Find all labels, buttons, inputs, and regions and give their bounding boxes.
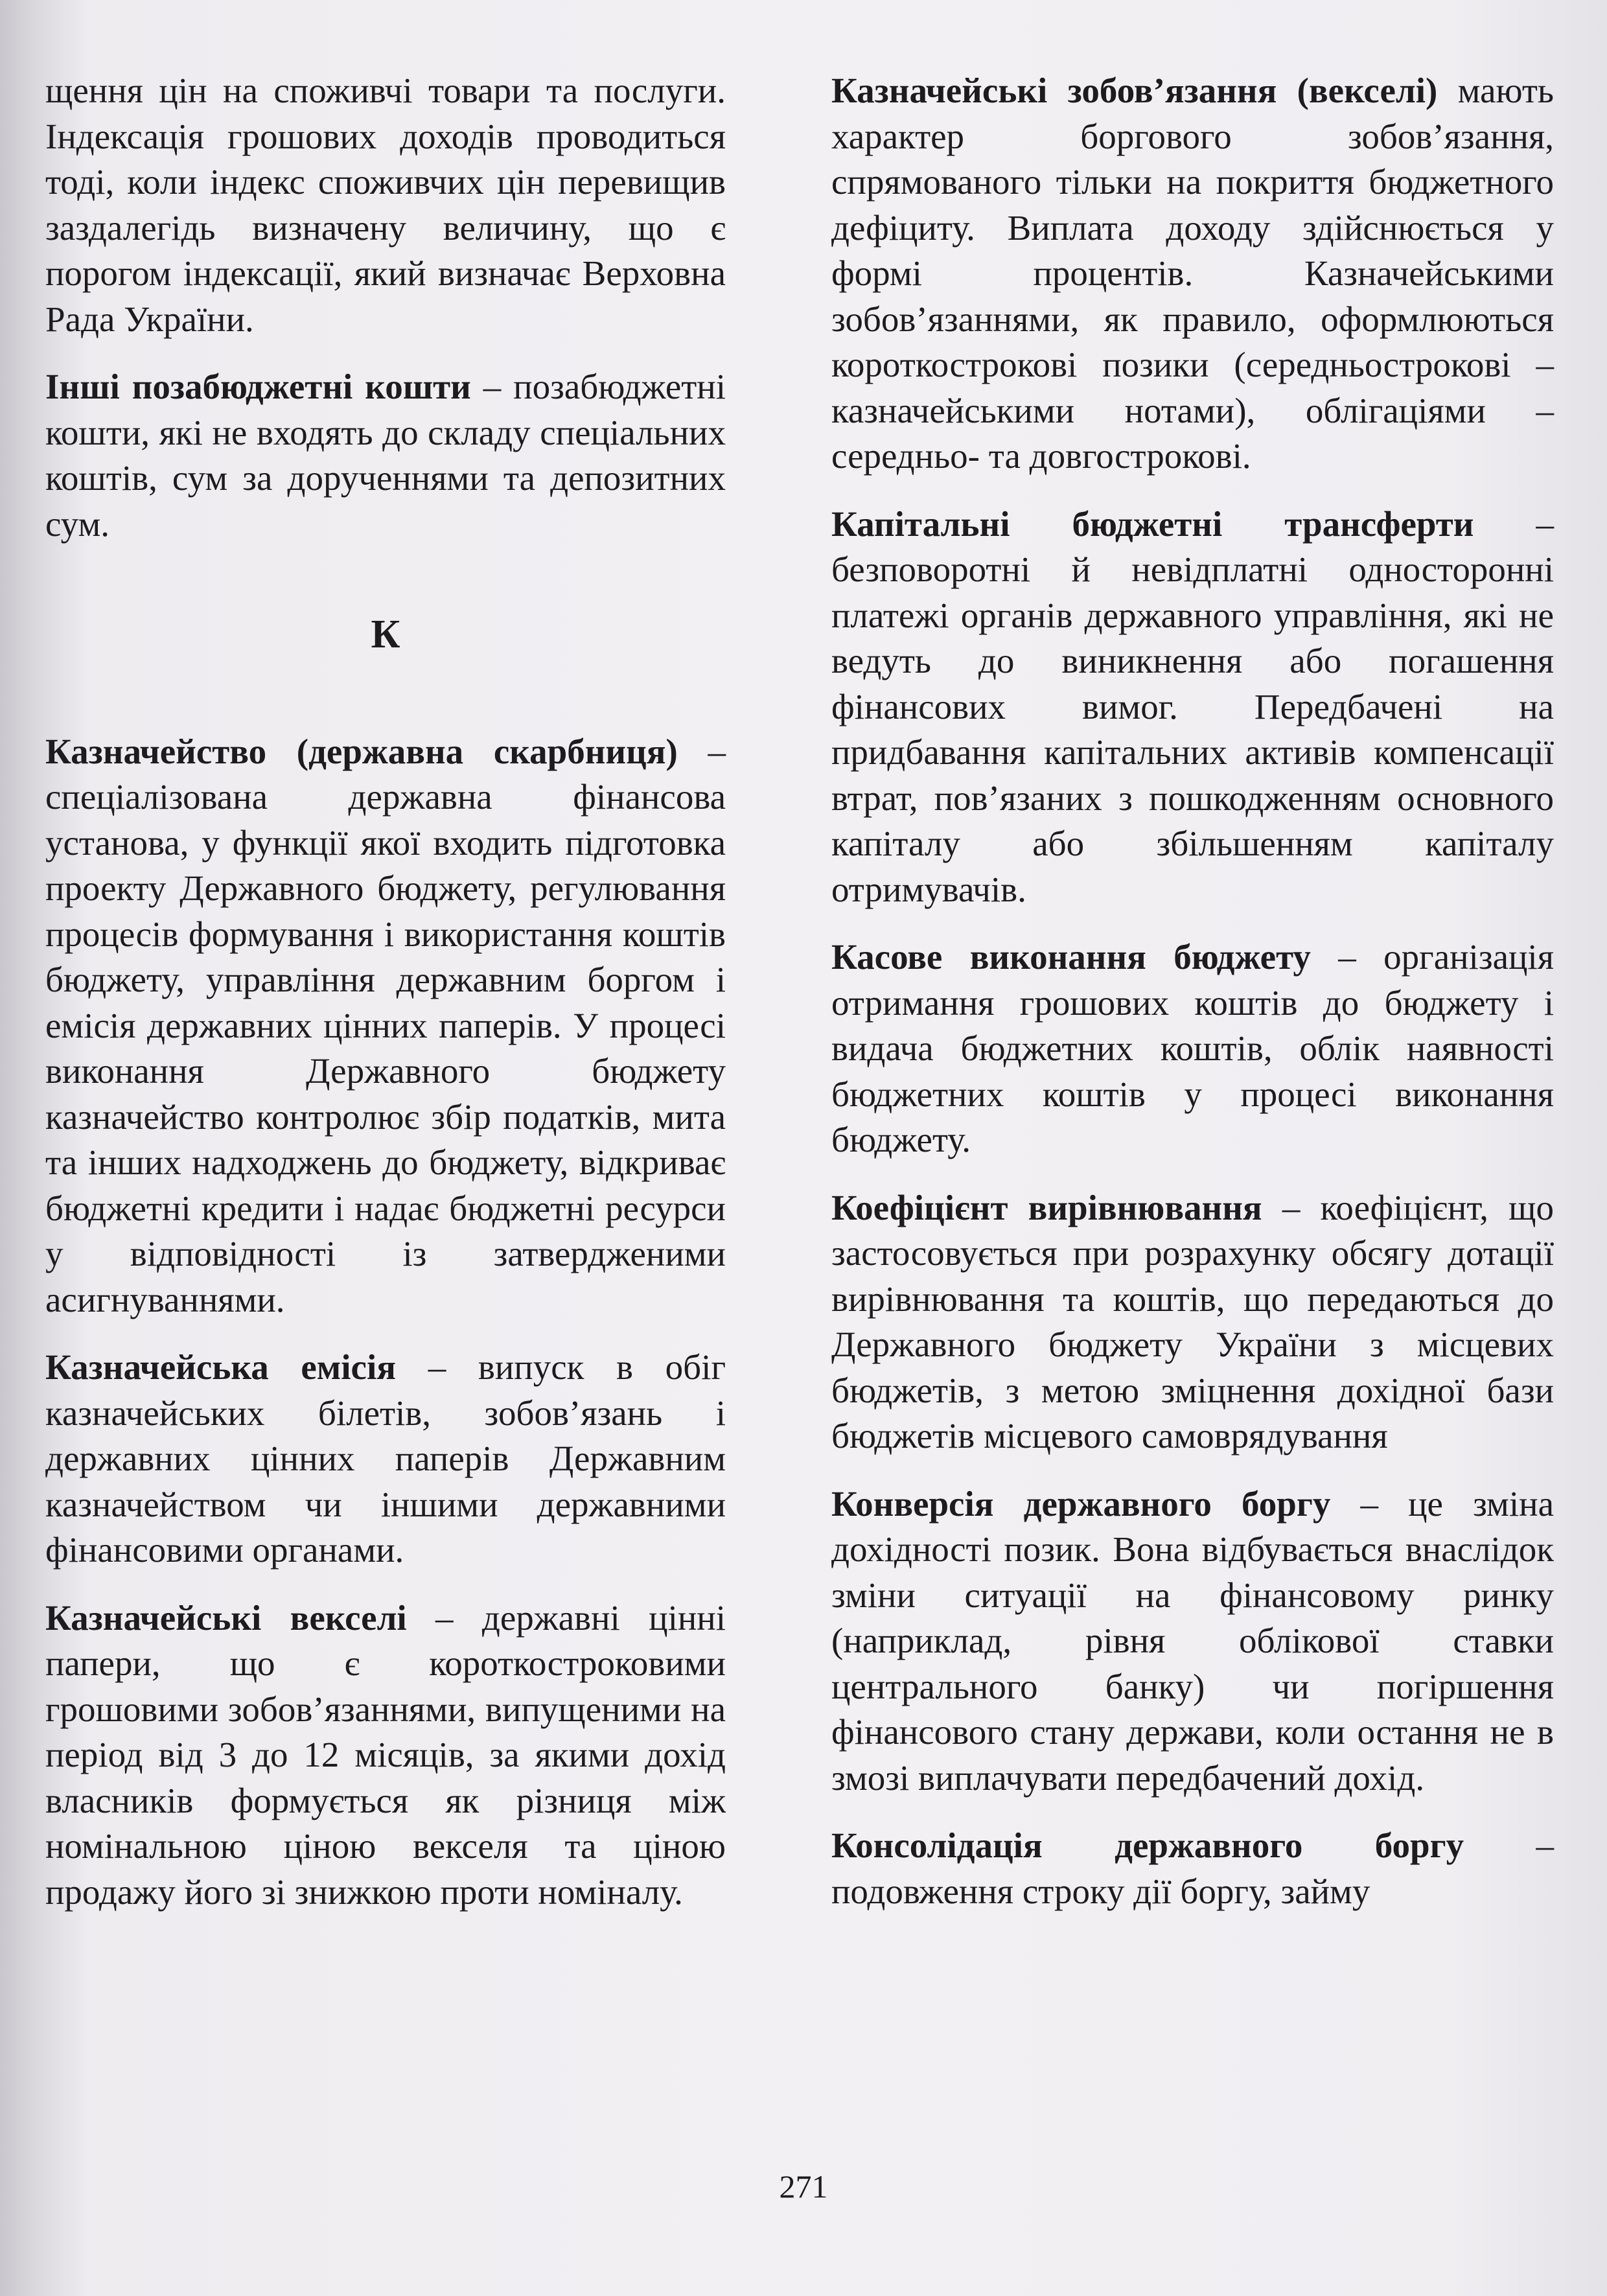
entry-konsolidatsiia-derzhavnoho-borhu: [831, 1823, 1554, 1914]
left-column: [45, 68, 726, 1937]
entry-definition: – спеціалізована державна фінансова установа, у функції якої входить підготовка проекту Державного бюджету, регулювання процесів формування і використання коштів бюджету, управління державним боргом і емісія державних цінних паперів. У процесі виконання Державного бюджету казначейство контролює збір податків, мита та інших надходжень до бюджету, відкриває бюджетні кредити і надає бюджетні ресурси у відповідності із затвердженими асигнуваннями.: [45, 731, 726, 1319]
entry-term: Казначейська емісія: [45, 1347, 397, 1387]
entry-definition: – позабюджетні кошти, які не входять до складу спеціальних коштів, сум за дорученнями та депозитних сум.: [45, 367, 726, 544]
entry-kaznacheiski-vekseli: [45, 1595, 726, 1916]
entry-term: Конверсія державного боргу: [831, 1483, 1331, 1524]
entry-term: Касове виконання бюджету: [831, 937, 1311, 977]
entry-definition: – безповоротні й невідплатні односторонні платежі органів державного управління, які не ведуть до виникнення або погашення фінансових вимог. Передбачені на придбавання капітальних активів компенсації втрат, пов’язаних з пошкодженням основного капіталу або збільшенням капіталу отримувачів.: [831, 504, 1555, 909]
entry-term: Капітальні бюджетні трансферти: [831, 504, 1474, 544]
entry-definition: – подовження строку дії боргу, займу: [831, 1826, 1554, 1911]
entry-kasove-vykonannia-biudzhetu: [831, 934, 1554, 1163]
entry-koefitsiient-vyrivniuvannia: [831, 1185, 1554, 1459]
entry-definition: – випуск в обіг казначейських білетів, зобов’язань і державних цінних паперів Державним казначейством чи іншими державними фінансовими органами.: [45, 1347, 726, 1570]
entry-term: Казначейство (державна скарбниця): [45, 731, 678, 771]
section-letter: К: [371, 612, 400, 656]
entry-term: Консолідація державного боргу: [831, 1826, 1464, 1865]
entry-term: Інші позабюджетні кошти: [45, 367, 471, 406]
entry-definition: – коефіцієнт, що застосовується при розрахунку обсягу дотації вирівнювання та коштів, що передаються до Державного бюджету України з місцевих бюджетів, з метою зміцнення дохідної бази бюджетів місцевого самоврядування: [831, 1187, 1554, 1455]
entry-definition: – це зміна дохідності позик. Вона відбувається внаслідок зміни ситуації на фінансовому ринку (наприклад, рівня облікової ставки центрального банку) чи погіршення фінансового стану держави, коли остання не в змозі виплачувати передбачений дохід.: [831, 1483, 1554, 1798]
continuation-paragraph: [45, 68, 726, 342]
entry-konversiia-derzhavnoho-borhu: [831, 1481, 1554, 1802]
entry-kaznacheiski-zoboviazannia: [831, 68, 1554, 480]
entry-definition: – організація отримання грошових коштів до бюджету і видача бюджетних коштів, облік наявності бюджетних коштів у процесі виконання бюджету.: [831, 937, 1554, 1159]
right-column: [831, 68, 1554, 1936]
entry-definition: мають характер боргового зобов’язання, спрямованого тільки на покриття бюджетного дефіциту. Виплата доходу здійснюється у формі процентів. Казначейськими зобов’язаннями, як правило, оформлюються короткострокові позики (середньострокові – казначейськими нотами), облігаціями – середньо- та довгострокові.: [831, 71, 1554, 476]
entry-term: Казначейські векселі: [45, 1597, 407, 1638]
entry-definition: – державні цінні папери, що є короткостроковими грошовими зобов’язаннями, випущеними на період від 3 до 12 місяців, за якими дохід власників формується як різниця між номінальною ціною векселя та ціною продажу його зі знижкою проти номіналу.: [45, 1597, 726, 1912]
entry-term: Казначейські зобов’язання (векселі): [831, 71, 1438, 110]
entry-kapitalni-biudzhetni-transferty: [831, 502, 1554, 913]
continuation-text: щення цін на споживчі товари та послуги. Індексація грошових доходів проводиться тоді, коли індекс споживчих цін перевищив заздалегідь визначену величину, що є порогом індексації, який визначає Верховна Рада України.: [45, 71, 726, 339]
entry-kaznacheistvo: [45, 729, 726, 1323]
entry-term: Коефіцієнт вирівнювання: [831, 1187, 1262, 1227]
page-number: 271: [779, 2168, 828, 2205]
entry-inshi-pozabiudzhetni-koshty: [45, 364, 726, 547]
entry-kaznacheiska-emisiia: [45, 1345, 726, 1573]
